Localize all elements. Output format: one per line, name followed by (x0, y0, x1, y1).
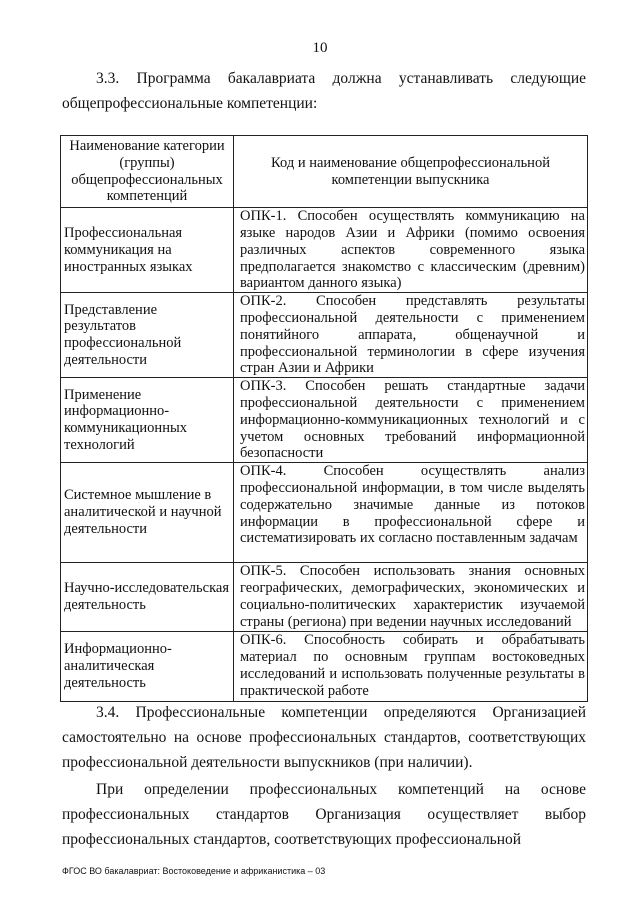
section-3-3-paragraph: 3.3. Программа бакалавриата должна устанавливать следующие общепрофессиональные компетенции: (62, 70, 586, 112)
row-competence: ОПК-6. Способность собирать и обрабатывать материал по основным группам востоковедных исследований и использовать полученные результаты в практической работе (234, 632, 588, 702)
table-header-row (61, 136, 588, 208)
header-competence: Код и наименование общепрофессиональной компетенции выпускника (234, 136, 588, 208)
competence-table (60, 135, 588, 702)
page-number: 10 (312, 40, 328, 56)
table-row (61, 632, 588, 702)
row-competence: ОПК-1. Способен осуществлять коммуникацию на языке народов Азии и Африки (помимо освоения различных аспектов современного языка предполагается знакомство с классическим (древним) вариантом данного языка) (234, 208, 588, 293)
table-row (61, 563, 588, 632)
footer-text: ФГОС ВО бакалавриат: Востоковедение и африканистика – 03 (62, 866, 326, 876)
row-competence: ОПК-3. Способен решать стандартные задачи профессиональной деятельности с применением информационно-коммуникационных технологий и с учетом основных требований информационной безопасности (234, 378, 588, 463)
row-category: Научно-исследовательская деятельность (61, 563, 234, 632)
table-row (61, 463, 588, 563)
table-row (61, 293, 588, 378)
row-competence: ОПК-5. Способен использовать знания основных географических, демографических, экономических и социально-политических характеристик изучаемой страны (региона) при ведении научных исследований (234, 563, 588, 632)
table-row (61, 378, 588, 463)
standards-paragraph: При определении профессиональных компетенций на основе профессиональных стандартов Организация осуществляет выбор профессиональных стандартов, соответствующих профессиональной (62, 781, 586, 848)
row-category: Профессиональная коммуникация на иностранных языках (61, 208, 234, 293)
row-competence: ОПК-4. Способен осуществлять анализ профессиональной информации, в том числе выделять содержательно значимые данные из потоков информации в профессиональной сфере и систематизировать их согласно поставленным задачам (234, 463, 588, 563)
row-category: Системное мышление в аналитической и научной деятельности (61, 463, 234, 563)
row-competence: ОПК-2. Способен представлять результаты профессиональной деятельности с применением понятийного аппарата, общенаучной и профессиональной терминологии в сфере изучения стран Азии и Африки (234, 293, 588, 378)
header-category: Наименование категории (группы) общепрофессиональных компетенций (61, 136, 234, 208)
row-category: Представление результатов профессиональной деятельности (61, 293, 234, 378)
section-3-4-paragraph: 3.4. Профессиональные компетенции определяются Организацией самостоятельно на основе профессиональных стандартов, соответствующих профессиональной деятельности выпускников (при наличии). (62, 704, 586, 771)
row-category: Применение информационно-коммуникационных технологий (61, 378, 234, 463)
row-category: Информационно-аналитическая деятельность (61, 632, 234, 702)
table-row (61, 208, 588, 293)
